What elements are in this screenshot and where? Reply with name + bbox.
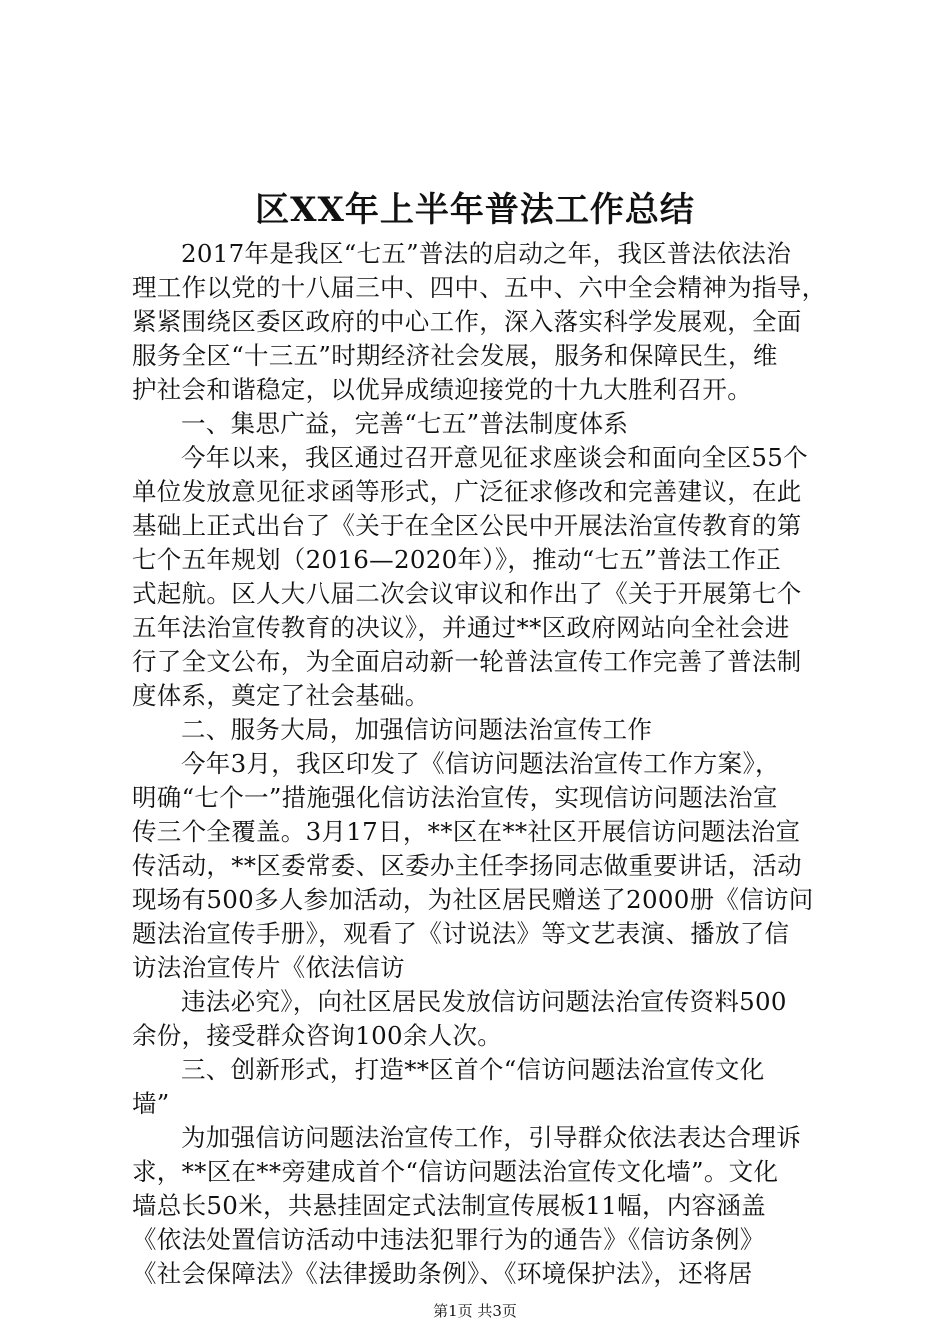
- paragraph-line: 为加强信访问题法治宣传工作，引导群众依法表达合理诉: [181, 1123, 801, 1152]
- paragraph-line: 度体系，奠定了社会基础。: [132, 681, 430, 710]
- paragraph-line: 行了全文公布，为全面启动新一轮普法宣传工作完善了普法制: [132, 647, 802, 676]
- paragraph-line: 五年法治宣传教育的决议》，并通过**区政府网站向全社会进: [132, 613, 790, 642]
- section-heading: 三、创新形式，打造**区首个“信访问题法治宣传文化: [181, 1055, 765, 1084]
- paragraph-line: 单位发放意见征求函等形式，广泛征求修改和完善建议，在此: [132, 477, 802, 506]
- paragraph-line: 《依法处置信访活动中违法犯罪行为的通告》《信访条例》: [132, 1225, 765, 1254]
- page-number-footer: 第1页 共3页: [433, 1302, 517, 1320]
- paragraph-line: 题法治宣传手册》，观看了《讨说法》等文艺表演、播放了信: [132, 919, 790, 948]
- paragraph-line: 护社会和谐稳定，以优异成绩迎接党的十九大胜利召开。: [132, 375, 752, 404]
- paragraph-line: 紧紧围绕区委区政府的中心工作，深入落实科学发展观，全面: [132, 307, 802, 336]
- paragraph-line: 基础上正式出台了《关于在全区公民中开展法治宣传教育的第: [132, 511, 802, 540]
- paragraph-line: 现场有500多人参加活动，为社区居民赠送了2000册《信访问: [132, 885, 814, 914]
- paragraph-line: 2017年是我区“七五”普法的启动之年，我区普法依法治: [181, 239, 791, 268]
- paragraph-line: 墙总长50米，共悬挂固定式法制宣传展板11幅，内容涵盖: [132, 1191, 766, 1220]
- paragraph-line: 访法治宣传片《依法信访: [132, 953, 405, 982]
- paragraph-line: 余份，接受群众咨询100余人次。: [132, 1021, 503, 1050]
- section-heading: 二、服务大局，加强信访问题法治宣传工作: [181, 715, 653, 744]
- section-heading: 一、集思广益，完善“七五”普法制度体系: [181, 409, 629, 438]
- paragraph-line: 传三个全覆盖。3月17日，**区在**社区开展信访问题法治宣: [132, 817, 801, 846]
- paragraph-line: 理工作以党的十八届三中、四中、五中、六中全会精神为指导，: [132, 273, 827, 302]
- paragraph-line: 式起航。区人大八届二次会议审议和作出了《关于开展第七个: [132, 579, 802, 608]
- paragraph-line: 《社会保障法》《法律援助条例》、《环境保护法》，还将居: [132, 1259, 753, 1288]
- paragraph-line: 求，**区在**旁建成首个“信访问题法治宣传文化墙”。文化: [132, 1157, 779, 1186]
- paragraph-line: 今年3月，我区印发了《信访问题法治宣传工作方案》，: [181, 749, 780, 778]
- paragraph-line: 服务全区“十三五”时期经济社会发展，服务和保障民生，维: [132, 341, 778, 370]
- paragraph-line: 今年以来，我区通过召开意见征求座谈会和面向全区55个: [181, 443, 808, 472]
- paragraph-line: 传活动，**区委常委、区委办主任李扬同志做重要讲话，活动: [132, 851, 802, 880]
- document-title: 区XX年上半年普法工作总结: [255, 190, 695, 230]
- paragraph-line: 明确“七个一”措施强化信访法治宣传，实现信访问题法治宣: [132, 783, 778, 812]
- paragraph-line: 七个五年规划（2016—2020年）》，推动“七五”普法工作正: [132, 545, 782, 574]
- paragraph-line: 违法必究》，向社区居民发放信访问题法治宣传资料500: [181, 987, 787, 1016]
- section-heading-continued: 墙”: [132, 1089, 170, 1118]
